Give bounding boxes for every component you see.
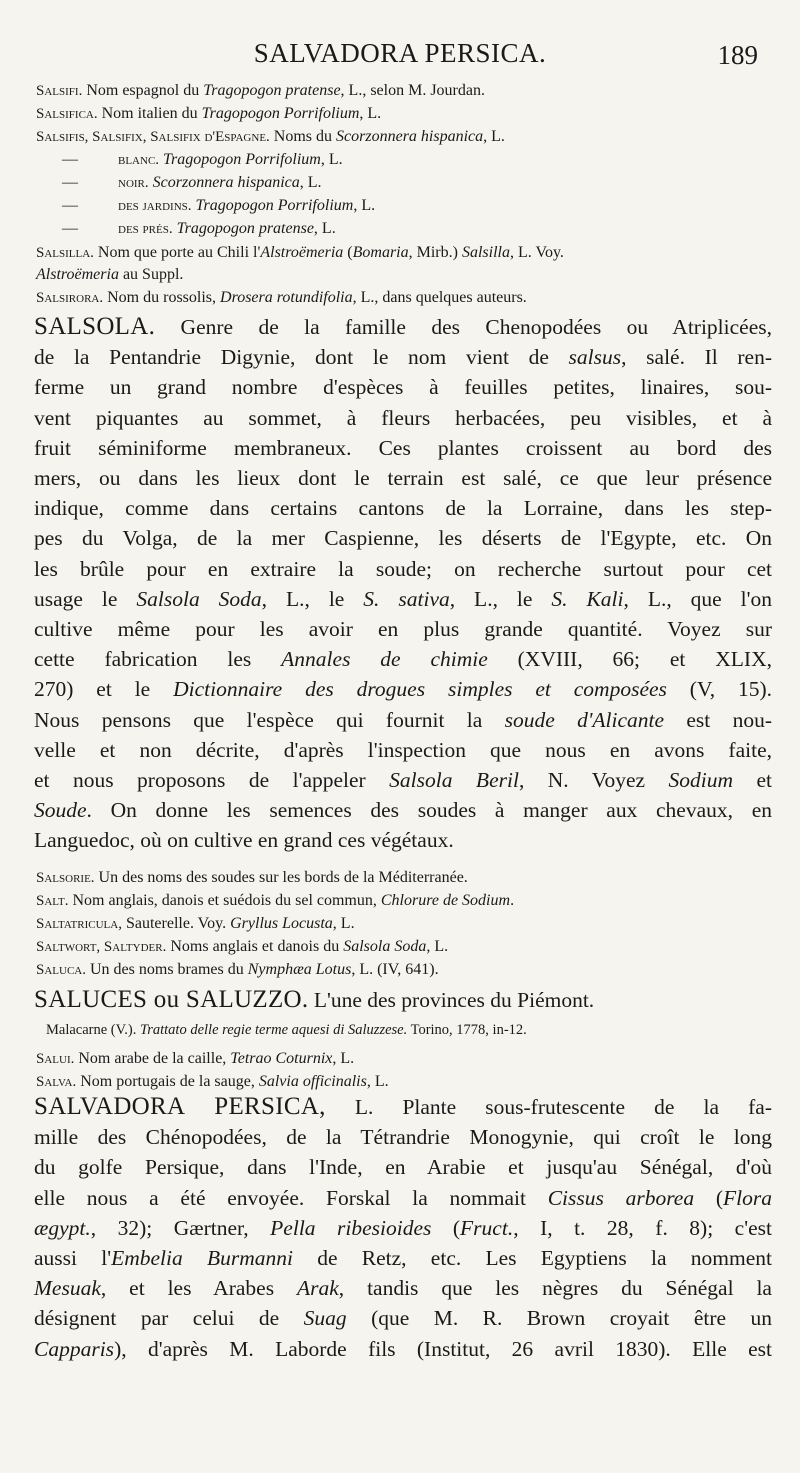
- entry-salt: Salt. Nom anglais, danois et suédois du sel commun, Chlorure de Sodium.: [36, 892, 515, 909]
- article-salsola: SALSOLA. Genre de la famille des Chenopodées ou Atriplicées, de la Pentandrie Digynie, dont le nom vient de salsus, salé. Il ren- ferme un grand nombre d'espèces à feuilles petites, linaires, sou- vent piquantes au sommet, à fleurs herbacées, peu visibles, et à fruit séminiforme membraneux. Ces plantes croissent au bord des mers, ou dans les lieux dont le terrain est salé, ce que leur présence indique, comme dans certains cantons de la Lorraine, dans les step- pes du Volga, de la mer Caspienne, les déserts de l'Egypte, etc. On les brûle pour en extraire la soude; on recherche surtout pour cet usage le Salsola Soda, L., le S. sativa, L., le S. Kali, L., que l'on cultive même pour les avoir en plus grande quantité. Voyez sur cette fabrication les Annales de chimie (XVIII, 66; et XLIX, 270) et le Dictionnaire des drogues simples et composées (V, 15). Nous pensons que l'espèce qui fournit la soude d'Alicante est nou- velle et non décrite, d'après l'inspection que nous en avons faite, et nous proposons de l'appeler Salsola Beril, N. Voyez Sodium et Soude. On donne les semences des soudes à manger aux chevaux, en Languedoc, où on cultive en grand ces végétaux.: [34, 313, 773, 853]
- page-header: [0, 38, 800, 74]
- entry-salsorie: Salsorie. Un des noms des soudes sur les bords de la Méditerranée.: [36, 869, 468, 886]
- entry-salsifis: Salsifis, Salsifix, Salsifix d'Espagne. Noms du Scorzonnera hispanica, L.: [36, 128, 505, 145]
- entry-salsilla: Salsilla. Nom que porte au Chili l'Alstroëmeria (Bomaria, Mirb.) Salsilla, L. Voy.: [36, 244, 564, 261]
- entry-salsilla-cont: Alstroëmeria au Suppl.: [36, 266, 184, 283]
- entry-salsirora: Salsirora. Nom du rossolis, Drosera rotundifolia, L., dans quelques auteurs.: [36, 289, 527, 306]
- entry-saluca: Saluca. Un des noms brames du Nymphæa Lotus, L. (IV, 641).: [36, 961, 439, 978]
- entry-salsifis-noir: — noir. Scorzonnera hispanica, L.: [62, 174, 322, 191]
- entry-salui: Salui. Nom arabe de la caille, Tetrao Coturnix, L.: [36, 1050, 355, 1067]
- entry-salsifis-blanc: — blanc. Tragopogon Porrifolium, L.: [62, 151, 343, 168]
- entry-saltwort: Saltwort, Saltyder. Noms anglais et danois du Salsola Soda, L.: [36, 938, 449, 955]
- running-title: SALVADORA PERSICA.: [253, 38, 547, 68]
- entry-salsifica: Salsifica. Nom italien du Tragopogon Porrifolium, L.: [36, 105, 382, 122]
- article-salvadora-persica: SALVADORA PERSICA, L. Plante sous-frutescente de la fa- mille des Chénopodées, de la Tétrandrie Monogynie, qui croît le long du golfe Persique, dans l'Inde, en Arabie et jusqu'au Sénégal, d'où elle nous a été envoyée. Forskal la nommait Cissus arborea (Flora ægypt., 32); Gærtner, Pella ribesioides (Fruct., I, t. 28, f. 8); c'est aussi l'Embelia Burmanni de Retz, etc. Les Egyptiens la nomment Mesuak, et les Arabes Arak, tandis que les nègres du Sénégal la désignent par celui de Suag (que M. R. Brown croyait être un Capparis), d'après M. Laborde fils (Institut, 26 avril 1830). Elle est: [34, 1093, 772, 1361]
- page-number: 189: [717, 40, 758, 70]
- entry-salsifis-pres: — des prés. Tragopogon pratense, L.: [62, 220, 336, 237]
- entry-salsifis-jardins: — des jardins. Tragopogon Porrifolium, L.: [62, 197, 376, 214]
- entry-saltatricula: Saltatricula, Sauterelle. Voy. Gryllus Locusta, L.: [36, 915, 355, 932]
- entry-salsifi: Salsifi. Nom espagnol du Tragopogon pratense, L., selon M. Jourdan.: [36, 82, 485, 99]
- article-saluces: SALUCES ou SALUZZO. L'une des provinces du Piémont.: [34, 986, 595, 1013]
- reference-malacarne: Malacarne (V.). Trattato delle regie terme aquesi di Saluzzese. Torino, 1778, in-12.: [46, 1022, 527, 1038]
- entry-salva: Salva. Nom portugais de la sauge, Salvia officinalis, L.: [36, 1073, 389, 1090]
